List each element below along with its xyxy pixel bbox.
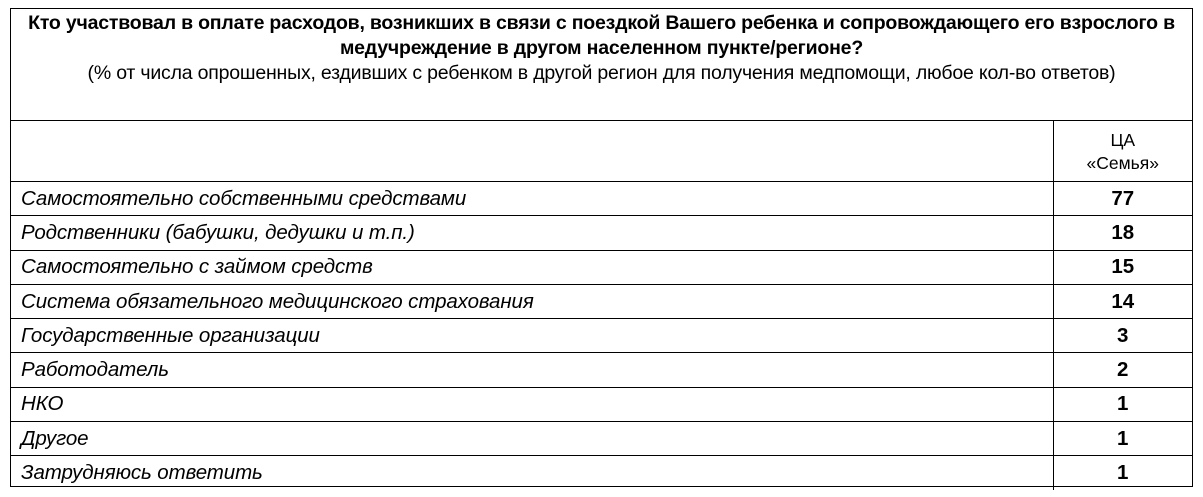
- row-label: Затрудняюсь ответить: [11, 456, 1053, 490]
- row-value: 1: [1117, 461, 1129, 485]
- row-value: 18: [1053, 216, 1192, 250]
- results-table: [11, 121, 1192, 490]
- row-value: 1: [1053, 387, 1192, 421]
- table-row: [11, 422, 1192, 456]
- row-value: 77: [1053, 182, 1192, 216]
- column-header-row: [11, 121, 1192, 182]
- table-row: [11, 284, 1192, 318]
- survey-question: Кто участвовал в оплате расходов, возникших в связи с поездкой Вашего ребенка и сопровождающего его взрослого в медучреждение в другом населенном пункте/регионе?: [28, 12, 1175, 59]
- table-row: [11, 353, 1192, 387]
- row-label: Другое: [11, 422, 1053, 456]
- table-row: [11, 250, 1192, 284]
- row-value: 2: [1053, 353, 1192, 387]
- column-header-ca-family: [1053, 121, 1192, 182]
- row-value: 1: [1053, 422, 1192, 456]
- row-value: 14: [1053, 284, 1192, 318]
- row-label: НКО: [11, 387, 1053, 421]
- row-label: Родственники (бабушки, дедушки и т.п.): [11, 216, 1053, 250]
- row-label: Государственные организации: [11, 319, 1053, 353]
- row-label: Самостоятельно собственными средствами: [11, 182, 1053, 216]
- empty-header-cell: [11, 121, 1053, 182]
- row-value: 3: [1053, 319, 1192, 353]
- table-header: [11, 9, 1192, 121]
- column-header-line1: ЦА: [1110, 130, 1136, 150]
- table-row: [11, 456, 1192, 490]
- row-label: Самостоятельно с займом средств: [11, 250, 1053, 284]
- row-value: 15: [1053, 250, 1192, 284]
- column-header-line2: «Семья»: [1086, 153, 1159, 173]
- row-label: Система обязательного медицинского страхования: [11, 284, 1053, 318]
- table-row: [11, 182, 1192, 216]
- survey-note: (% от числа опрошенных, ездивших с ребенком в другой регион для получения медпомощи, любое кол-во ответов): [87, 62, 1116, 84]
- table-row: [11, 216, 1192, 250]
- table-row: [11, 387, 1192, 421]
- table-row: [11, 319, 1192, 353]
- survey-table-frame: [10, 8, 1193, 487]
- row-label: Работодатель: [11, 353, 1053, 387]
